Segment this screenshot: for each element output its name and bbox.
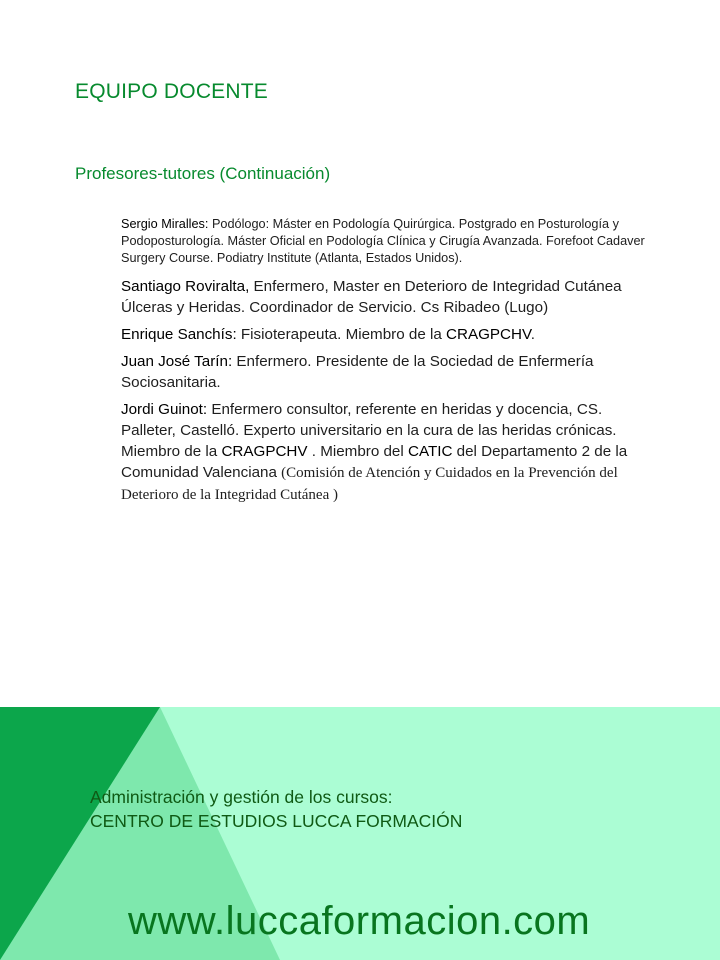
- subsection-title: Profesores-tutores (Continuación): [75, 164, 331, 183]
- teacher-description: Podólogo: Máster en Podología Quirúrgica. Postgrado en Posturología y Podoposturología. Máster Oficial en Podología Clínica y Cirugía Avanzada. Forefoot Cadaver Surgery Course. Podiatry Institute (Atlanta, Estados Unidos).: [121, 217, 645, 265]
- teacher-entry-juan-jose-tarin: [121, 351, 661, 393]
- teacher-description: Enfermero consultor, referente en heridas y docencia, CS. Palleter, Castelló. Experto universitario en la cura de las heridas crónicas. Miembro de la: [121, 401, 617, 460]
- website-link[interactable]: www.luccaformacion.com: [128, 899, 591, 943]
- teacher-name: Juan José Tarín:: [121, 353, 233, 370]
- teacher-entry-jordi-guinot: [121, 399, 661, 506]
- teacher-list: [121, 216, 661, 512]
- admin-label: Administración y gestión de los cursos:: [90, 787, 393, 807]
- teacher-name: Jordi Guinot:: [121, 401, 208, 418]
- organization-full-name: (Comisión de Atención y Cuidados en la Prevención del Deterioro de la Integridad Cutánea ): [121, 465, 618, 503]
- organization-acronym: CRAGPCHV: [221, 443, 308, 460]
- admin-organization: CENTRO DE ESTUDIOS LUCCA FORMACIÓN: [90, 811, 463, 831]
- teacher-entry-santiago-roviralta: [121, 276, 661, 318]
- teacher-name: Santiago Roviralta,: [121, 278, 250, 295]
- teacher-name: Sergio Miralles:: [121, 217, 209, 231]
- teacher-entry-enrique-sanchis: [121, 324, 661, 345]
- teacher-description: Enfermero. Presidente de la Sociedad de Enfermería Sociosanitaria.: [121, 353, 594, 391]
- section-title: EQUIPO DOCENTE: [75, 80, 268, 103]
- teacher-description: del Departamento 2 de la Comunidad Valenciana: [121, 443, 628, 481]
- course-administration: [90, 785, 462, 833]
- organization-acronym: CRAGPCHV: [446, 326, 531, 343]
- teacher-description: . Miembro del: [307, 443, 408, 460]
- teacher-entry-sergio-miralles: [121, 216, 661, 267]
- organization-acronym: CATIC: [407, 443, 453, 460]
- teacher-description: Fisioterapeuta. Miembro de la: [236, 326, 447, 343]
- teacher-description: Enfermero, Master en Deterioro de Integridad Cutánea Úlceras y Heridas. Coordinador de Servicio. Cs Ribadeo (Lugo): [121, 278, 622, 316]
- teacher-name: Enrique Sanchís:: [121, 326, 237, 343]
- teacher-description-end: .: [530, 326, 535, 343]
